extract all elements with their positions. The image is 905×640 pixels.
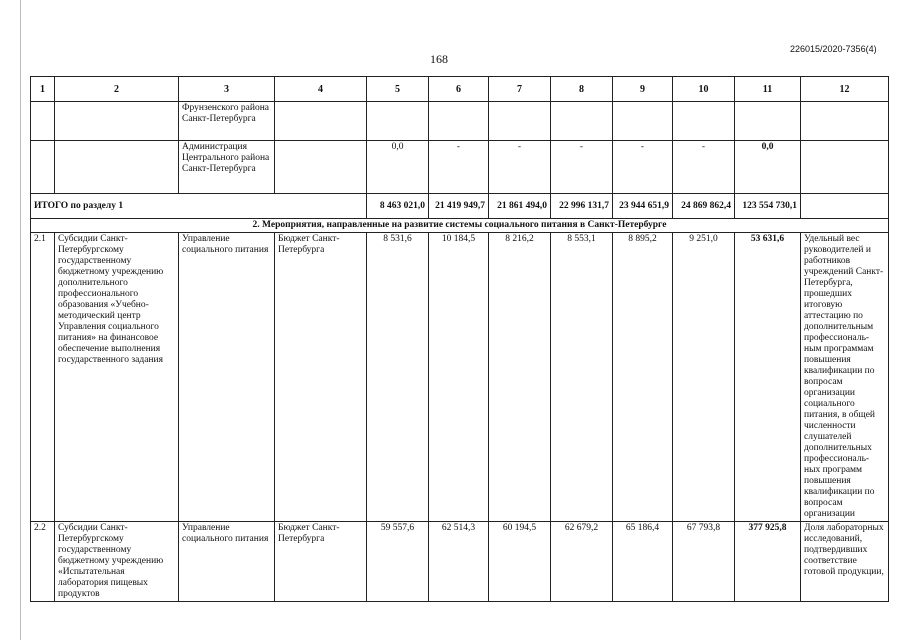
section-row <box>31 219 889 233</box>
value-cell: - <box>673 141 735 194</box>
col-header: 10 <box>673 77 735 102</box>
row-number: 2.2 <box>31 522 55 602</box>
value-cell: - <box>551 141 613 194</box>
description-cell: Субсидии Санкт-Петербургскому государственному бюджетному учреждению «Испытательная лаборатория пищевых продуктов <box>55 522 179 602</box>
col-header: 9 <box>613 77 673 102</box>
value-cell: 23 944 651,9 <box>613 194 673 219</box>
value-cell: 123 554 730,1 <box>735 194 801 219</box>
value-cell: - <box>429 141 489 194</box>
source-cell: Бюджет Санкт-Петербурга <box>275 233 367 522</box>
value-cell: 9 251,0 <box>673 233 735 522</box>
value-cell: 65 186,4 <box>613 522 673 602</box>
value-cell: 0,0 <box>367 141 429 194</box>
table-row <box>31 522 889 602</box>
value-cell: 21 419 949,7 <box>429 194 489 219</box>
value-cell: 0,0 <box>735 141 801 194</box>
budget-table <box>30 76 889 602</box>
executor-cell: Управление социального питания <box>179 233 275 522</box>
value-cell: 62 514,3 <box>429 522 489 602</box>
value-cell: 59 557,6 <box>367 522 429 602</box>
value-cell: 22 996 131,7 <box>551 194 613 219</box>
table-row <box>31 102 889 141</box>
section-title: 2. Мероприятия, направленные на развитие системы социального питания в Санкт-Петербурге <box>31 219 889 233</box>
value-cell: 67 793,8 <box>673 522 735 602</box>
value-cell: 53 631,6 <box>735 233 801 522</box>
document-code: 226015/2020-7356(4) <box>790 44 877 54</box>
executor-cell: Фрунзенского района Санкт-Петербурга <box>179 102 275 141</box>
value-cell: 8 463 021,0 <box>367 194 429 219</box>
value-cell: 60 194,5 <box>489 522 551 602</box>
col-header: 8 <box>551 77 613 102</box>
col-header: 1 <box>31 77 55 102</box>
col-header: 6 <box>429 77 489 102</box>
source-cell: Бюджет Санкт-Петербурга <box>275 522 367 602</box>
page-number: 168 <box>430 52 448 66</box>
value-cell: 21 861 494,0 <box>489 194 551 219</box>
header-row <box>31 77 889 102</box>
col-header: 4 <box>275 77 367 102</box>
col-header: 5 <box>367 77 429 102</box>
col-header: 7 <box>489 77 551 102</box>
col-header: 3 <box>179 77 275 102</box>
value-cell: 62 679,2 <box>551 522 613 602</box>
value-cell: - <box>489 141 551 194</box>
page-edge-line <box>20 0 21 640</box>
table-row <box>31 141 889 194</box>
col-header: 2 <box>55 77 179 102</box>
value-cell: 24 869 862,4 <box>673 194 735 219</box>
value-cell: 377 925,8 <box>735 522 801 602</box>
value-cell: 10 184,5 <box>429 233 489 522</box>
total-label: ИТОГО по разделу 1 <box>31 194 367 219</box>
indicator-cell: Удельный вес руководителей и работников учреждений Санкт-Петербурга, прошедших итоговую аттестацию по дополнительным профессиональ-ным программам повышения квалификации по вопросам организации социального питания, в общей численности слушателей дополнительных профессиональ-ных программ повышения квалификации по вопросам организации <box>801 233 889 522</box>
value-cell: 8 895,2 <box>613 233 673 522</box>
total-row <box>31 194 889 219</box>
description-cell: Субсидии Санкт-Петербургскому государственному бюджетному учреждению дополнительного профессионального образования «Учебно-методический центр Управления социального питания» на финансовое обеспечение выполнения государственного задания <box>55 233 179 522</box>
value-cell: - <box>613 141 673 194</box>
executor-cell: Управление социального питания <box>179 522 275 602</box>
value-cell: 8 216,2 <box>489 233 551 522</box>
value-cell: 8 531,6 <box>367 233 429 522</box>
executor-cell: Администрация Центрального района Санкт-Петербурга <box>179 141 275 194</box>
indicator-cell: Доля лабораторных исследований, подтвердивших соответствие готовой продукции, <box>801 522 889 602</box>
table-row <box>31 233 889 522</box>
col-header: 11 <box>735 77 801 102</box>
col-header: 12 <box>801 77 889 102</box>
value-cell: 8 553,1 <box>551 233 613 522</box>
row-number: 2.1 <box>31 233 55 522</box>
